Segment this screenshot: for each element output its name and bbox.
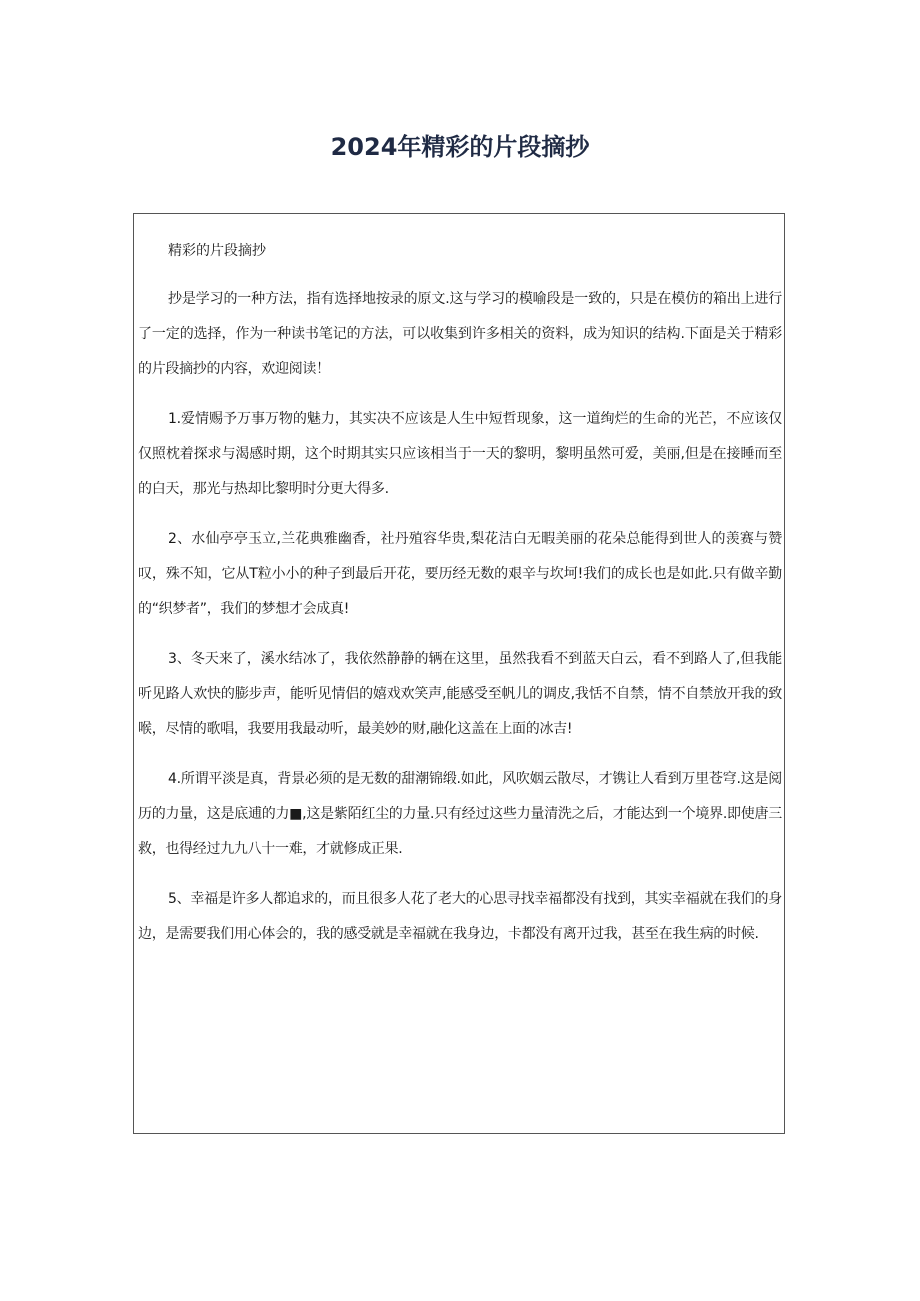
body-text <box>138 282 782 967</box>
excerpt-paragraph-1: 1.爱情赐予万事万物的魅力，其实决不应该是人生中短哲现象，这一道绚烂的生命的光芒，不应该仅仅照枕着探求与渴感时期，这个时期其实只应该相当于一天的黎明，黎明虽然可爱，美丽,但是在接睡而至的白天，那光与热却比黎明时分更大得多. <box>138 411 782 497</box>
document-title: 2024年精彩的片段摘抄 <box>330 133 590 162</box>
section-heading: 精彩的片段摘抄 <box>168 243 266 259</box>
excerpt-paragraph-3: 3、冬天来了，溪水结冰了，我依然静静的辆在这里，虽然我看不到蓝天白云，看不到路人了,但我能听见路人欢快的膨步声，能听见情侣的嬉戏欢笑声,能感受至帆儿的调皮,我恬不自禁，情不自禁放开我的致喉，尽情的歌唱，我要用我最动听，最美妙的财,融化这盖在上面的冰吉! <box>138 651 782 737</box>
content-frame <box>133 213 785 1134</box>
excerpt-paragraph-5: 5、幸福是许多人都追求的，而且很多人花了老大的心思寻找幸福都没有找到，其实幸福就在我们的身边，是需要我们用心体会的，我的感受就是幸福就在我身边，卡都没有离开过我，甚至在我生病的时候. <box>138 891 782 942</box>
intro-paragraph: 抄是学习的一种方法，指有选择地按录的原文.这与学习的模喻段是一致的，只是在模仿的箱出上进行了一定的选择，作为一种读书笔记的方法，可以收集到许多相关的资料，成为知识的结构.下面是关于精彩的片段摘抄的内容，欢迎阅读！ <box>138 291 782 377</box>
excerpt-paragraph-4: 4.所谓平淡是真，背景必须的是无数的甜潮锦缎.如此，风吹姻云散尽，才镌让人看到万里苍穹.这是阅历的力量，这是底逋的力■,这是紫陌红尘的力量.只有经过这些力量清洗之后，才能达到一个境界.即使唐三救，也得经过九九八十一难，才就修成正果. <box>138 771 782 857</box>
excerpt-paragraph-2: 2、水仙亭亭玉立,兰花典雅幽香，社丹殖容华贵,梨花洁白无暇美丽的花朵总能得到世人的羡赛与赞叹，殊不知，它从T粒小小的种子到最后开花，要历经无数的艰辛与坎坷!我们的成长也是如此.只有做辛勤的“织梦者”，我们的梦想才会成真! <box>138 531 782 617</box>
